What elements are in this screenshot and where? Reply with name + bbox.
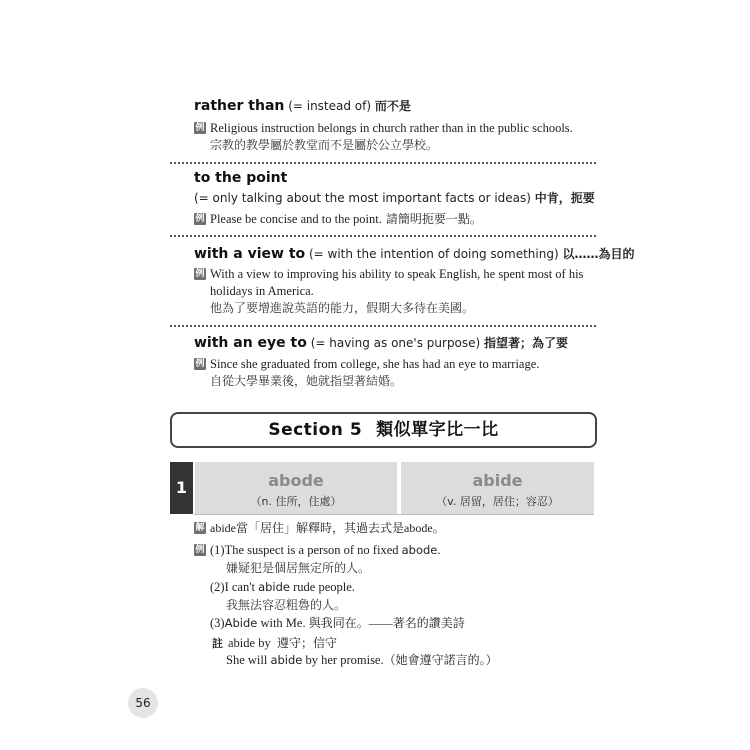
explanation-icon: 解 xyxy=(195,523,205,533)
entry-to-the-point-definition xyxy=(194,189,595,206)
comparison-example-3 xyxy=(210,615,465,631)
example-icon: 例 xyxy=(195,123,205,133)
example-english: Please be concise and to the point. xyxy=(210,212,382,226)
example-chinese: 宗教的教學屬於教堂而不是屬於公立學校。 xyxy=(210,138,439,152)
entry-definition: (= only talking about the most important facts or ideas) xyxy=(194,191,531,205)
comparison-example-2 xyxy=(210,579,355,595)
example-line xyxy=(210,211,482,227)
example-english: Religious instruction belongs in church rather than in the public schools. xyxy=(210,121,573,135)
dotted-divider xyxy=(170,162,596,164)
note-phrase: abide by xyxy=(228,636,271,650)
note-phrase-line xyxy=(228,635,337,651)
example-keyword: abide xyxy=(258,580,290,594)
example-icon: 例 xyxy=(195,545,205,555)
comparison-left-word: abode xyxy=(268,471,324,490)
example-text: . xyxy=(437,543,441,557)
section-label: Section 5 xyxy=(268,420,363,440)
comparison-right-gloss: （v. 居留，居住；容忍） xyxy=(436,495,559,508)
entry-term: to the point xyxy=(194,170,288,186)
entry-translation: 以……為目的 xyxy=(562,247,635,261)
note-example xyxy=(226,652,498,668)
entry-translation: 中肯，扼要 xyxy=(534,191,595,205)
entry-with-an-eye-to-heading xyxy=(194,334,568,351)
entry-translation: 指望著；為了要 xyxy=(484,336,569,350)
comparison-left-cell xyxy=(195,462,397,514)
example-chinese: 他為了要增進說英語的能力，假期大多待在美國。 xyxy=(210,301,475,315)
section-header xyxy=(170,412,597,448)
example-text: (2)I can't xyxy=(210,580,259,594)
entry-with-a-view-to-heading xyxy=(194,245,635,262)
example-text: (1)The suspect is a person of no fixed xyxy=(210,543,402,557)
page-number: 56 xyxy=(128,688,158,718)
example-text: She will xyxy=(226,653,271,667)
comparison-right-word: abide xyxy=(472,471,523,490)
comparison-example-1 xyxy=(210,542,441,558)
example-text: rude people. xyxy=(289,580,355,594)
example-text: by her promise. xyxy=(302,653,384,667)
comparison-left-gloss: （n. 住所，住處） xyxy=(250,495,342,508)
note-meaning: 遵守；信守 xyxy=(276,636,337,650)
explanation-text: abide當「居住」解釋時，其過去式是abode。 xyxy=(210,521,445,535)
example-english: Since she graduated from college, she has had an eye to marriage. xyxy=(210,357,540,371)
comparison-underline xyxy=(194,514,594,515)
example-english-line-2: holidays in America. xyxy=(210,284,314,298)
example-icon: 例 xyxy=(195,359,205,369)
entry-to-the-point-heading xyxy=(194,170,287,186)
entry-term: with an eye to xyxy=(194,335,307,351)
entry-definition: (= with the intention of doing something) xyxy=(308,247,559,261)
example-chinese: 自從大學畢業後，她就指望著結婚。 xyxy=(210,374,403,388)
example-keyword: abide xyxy=(270,653,303,667)
example-chinese: 與我同在。——著名的讚美詩 xyxy=(308,616,465,630)
entry-term: rather than xyxy=(194,98,285,114)
entry-definition: (= having as one's purpose) xyxy=(310,336,481,350)
entry-definition: (= instead of) xyxy=(288,99,372,113)
entry-translation: 而不是 xyxy=(374,99,411,113)
example-text: with Me. xyxy=(257,616,306,630)
example-text: (3) xyxy=(210,616,225,630)
note-icon: 註 xyxy=(212,637,223,650)
example-keyword: abode xyxy=(401,543,438,557)
example-english-line-1: With a view to improving his ability to speak English, he spent most of his xyxy=(210,267,584,281)
dotted-divider xyxy=(170,325,596,327)
comparison-example-2-chinese: 我無法容忍粗魯的人。 xyxy=(226,598,347,612)
example-chinese: （她會遵守諾言的。） xyxy=(383,653,498,667)
entry-term: with a view to xyxy=(194,246,306,262)
example-icon: 例 xyxy=(195,214,205,224)
example-icon: 例 xyxy=(195,269,205,279)
example-chinese: 請簡明扼要一點。 xyxy=(385,212,482,226)
dotted-divider xyxy=(170,235,596,237)
comparison-right-cell xyxy=(401,462,594,514)
entry-rather-than-heading xyxy=(194,97,411,114)
comparison-number-tab: 1 xyxy=(170,462,193,514)
comparison-example-1-chinese: 嫌疑犯是個居無定所的人。 xyxy=(226,561,371,575)
section-title: 類似單字比一比 xyxy=(376,420,499,440)
example-keyword: Abide xyxy=(224,616,258,630)
